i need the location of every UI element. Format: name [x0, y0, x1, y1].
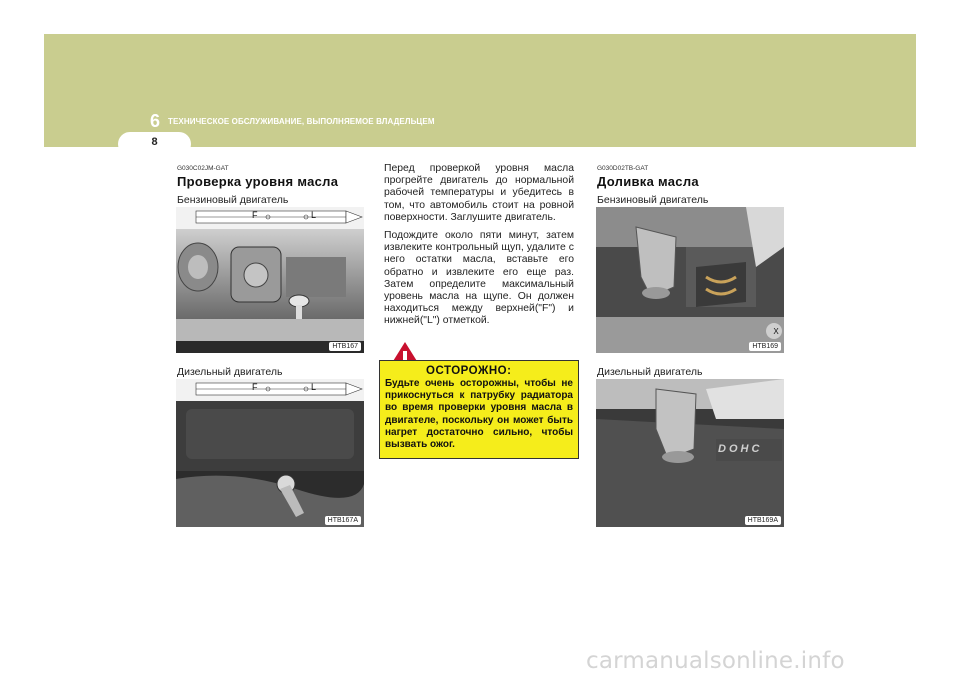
- section-title-oil-check: Проверка уровня масла: [177, 174, 339, 189]
- watermark: carmanualsonline.info: [586, 648, 845, 674]
- page-number-tab: [118, 132, 191, 156]
- warning-box: [379, 360, 579, 459]
- oil-check-instructions: [384, 163, 574, 334]
- diesel-engine-label-left: Дизельный двигатель: [177, 366, 283, 378]
- photo-petrol-engine-dipstick: [176, 207, 364, 353]
- engine-cover-lettering: DOHC: [718, 443, 763, 455]
- page-number: 8: [151, 136, 158, 148]
- instructions-paragraph-2: Подождите около пяти минут, затем извлеките контрольный щуп, удалите с него остатки масла, вставьте его обратно и извлеките его еще раз. Затем определите максимальный уровень масла на щупе. Он должен находиться между верхней("F") и нижней("L") отметкой.: [384, 230, 574, 327]
- photo-petrol-oil-refill: [596, 207, 784, 353]
- chapter-header-band: [44, 34, 916, 147]
- petrol-engine-label-right: Бензиновый двигатель: [597, 194, 709, 206]
- instructions-paragraph-1: Перед проверкой уровня масла прогрейте двигатель до нормальной рабочей температуры и убедитесь в том, что автомобиль стоит на ровной поверхности. Заглушите двигатель.: [384, 163, 574, 223]
- diesel-engine-label-right: Дизельный двигатель: [597, 366, 703, 378]
- petrol-engine-label-left: Бензиновый двигатель: [177, 194, 289, 206]
- warning-text: Будьте очень осторожны, чтобы не прикоснуться к патрубку радиатора во время проверки уровня масла в двигателе, поскольку он может быть нагрет достаточно сильно, чтобы вызвать ожог.: [385, 378, 573, 451]
- photo-label-htb169: HTB169: [749, 342, 781, 351]
- section-title-oil-refill: Доливка масла: [597, 174, 699, 189]
- engine-photo-illustration: [176, 207, 364, 353]
- dipstick-l-mark-diesel: L: [311, 382, 317, 392]
- diesel-engine-photo-illustration: [176, 379, 364, 527]
- warning-title: ОСТОРОЖНО:: [426, 365, 512, 377]
- photo-diesel-engine-dipstick: [176, 379, 364, 527]
- photo-diesel-oil-refill: [596, 379, 784, 527]
- oil-refill-photo-illustration: [596, 207, 784, 353]
- section-code-left: G030C02JM-GAT: [177, 165, 229, 172]
- dipstick-l-mark: L: [311, 210, 317, 220]
- photo-label-htb167: HTB167: [329, 342, 361, 351]
- chapter-number: 6: [150, 111, 161, 131]
- photo-label-htb169a: HTB169A: [745, 516, 781, 525]
- dipstick-f-mark-diesel: F: [252, 382, 258, 392]
- chapter-title: ТЕХНИЧЕСКОЕ ОБСЛУЖИВАНИЕ, ВЫПОЛНЯЕМОЕ ВЛАДЕЛЬЦЕМ: [168, 117, 435, 126]
- photo-label-htb167a: HTB167A: [325, 516, 361, 525]
- section-code-right: G030D02TB-GAT: [597, 165, 649, 172]
- dipstick-f-mark: F: [252, 210, 258, 220]
- svg-text:X: X: [773, 327, 779, 336]
